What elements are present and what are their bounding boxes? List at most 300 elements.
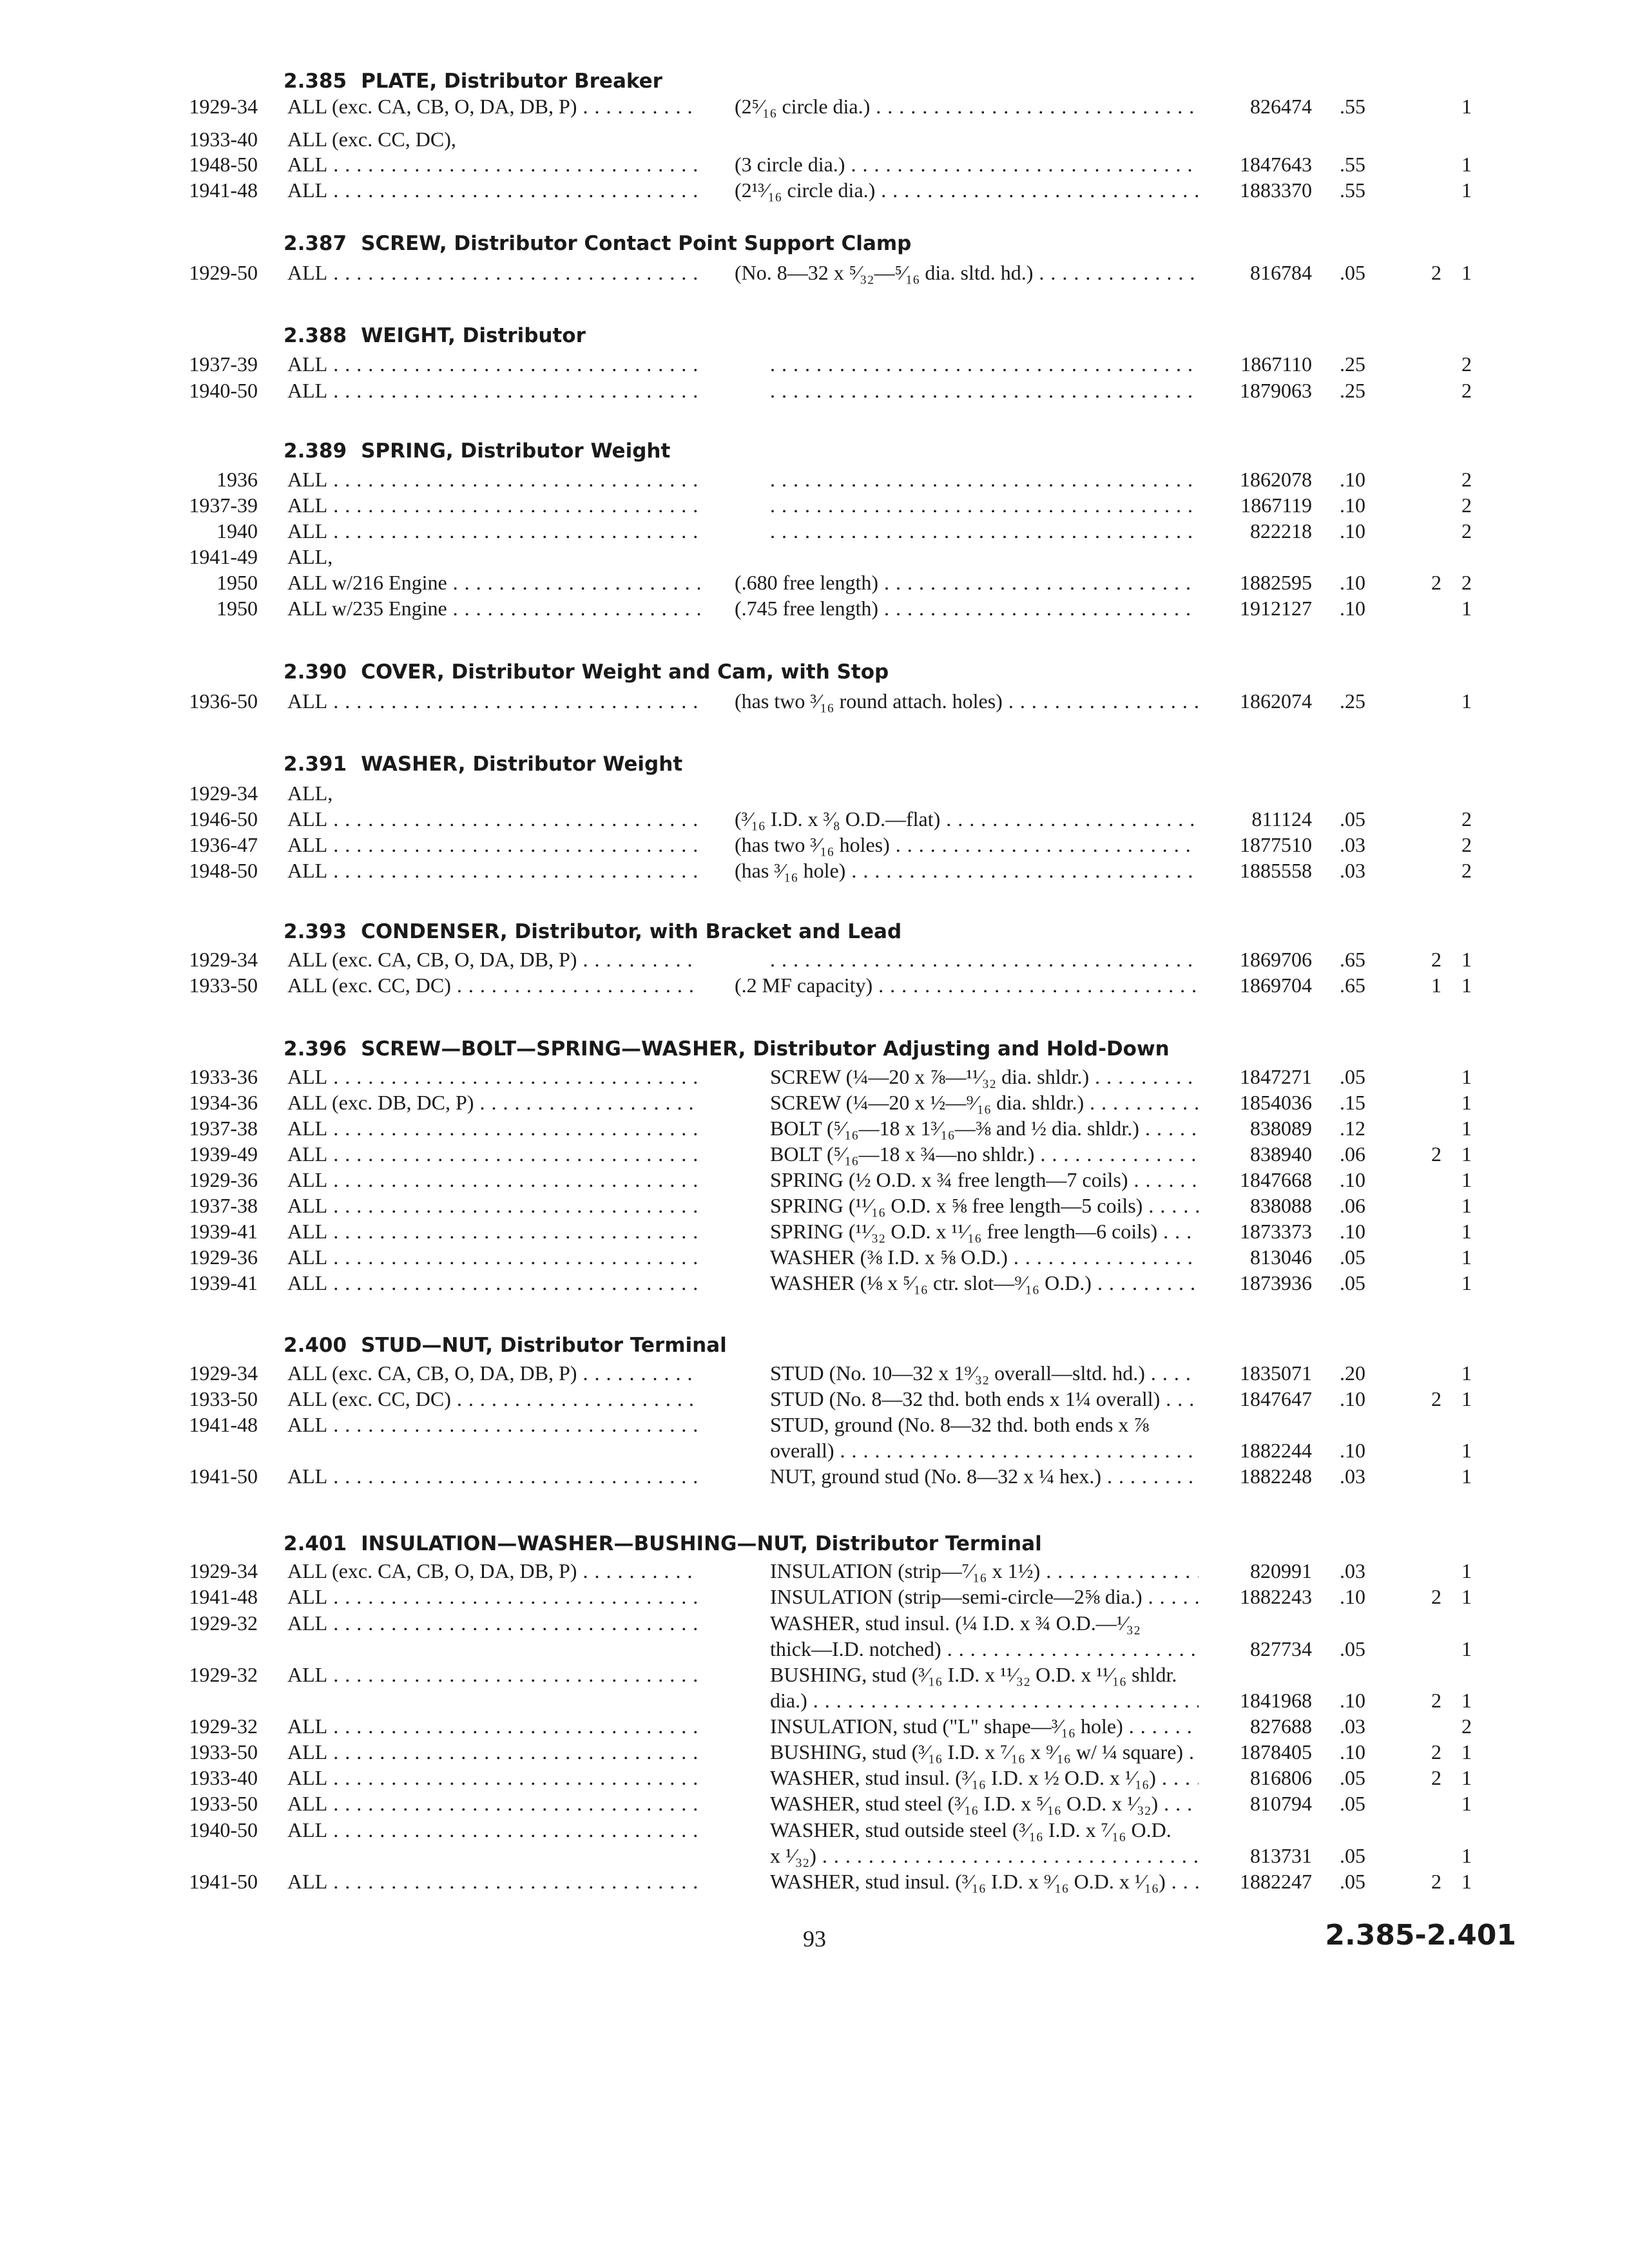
part-number: 1867119 [1240,494,1312,517]
section-heading [284,753,682,776]
section-number: 2.400 [284,1334,347,1357]
model-years: 1948-50 [189,153,258,176]
list-price: .10 [1340,1387,1365,1410]
quantity-b: 1 [1461,1142,1472,1166]
part-number: 1862074 [1240,689,1312,713]
list-price: .10 [1340,571,1365,594]
application: ALL . . . [287,1141,700,1167]
model-years: 1936 [217,468,258,491]
quantity-b: 1 [1461,1387,1472,1410]
list-price: .55 [1340,178,1365,202]
part-number: 827734 [1250,1637,1312,1660]
application: ALL w/235 Engine . . . [287,595,700,621]
description: (No. 8—32 x ⁵⁄₃₂—⁵⁄₁₆ dia. sltd. hd.) . . . [735,260,1199,285]
section-number: 2.387 [284,232,347,255]
quantity-b: 2 [1461,833,1472,856]
description: (has two ³⁄₁₆ holes) . . . [735,832,1199,858]
list-price: .05 [1340,1271,1365,1294]
list-price: .06 [1340,1194,1365,1217]
table-row [0,1064,1629,1090]
description: SCREW (¼—20 x ⅞—¹¹⁄₃₂ dia. shldr.) . . . [770,1064,1199,1090]
application: ALL . . . [287,1765,700,1791]
table-row [0,177,1629,203]
list-price: .10 [1340,1168,1365,1191]
list-price: .10 [1340,597,1365,620]
section-title: SPRING, Distributor Weight [361,439,671,463]
description: (has two ³⁄₁₆ round attach. holes) . . . [735,688,1199,714]
section-heading [284,324,586,347]
model-years: 1929-32 [189,1715,258,1738]
list-price: .12 [1340,1117,1365,1140]
list-price: .06 [1340,1142,1365,1166]
model-years: 1929-36 [189,1168,258,1191]
part-number: 1873936 [1240,1271,1312,1294]
part-number: 1883370 [1240,178,1312,202]
model-years: 1933-50 [189,1740,258,1763]
application: ALL (exc. CA, CB, O, DA, DB, P) . . . [287,93,700,119]
description [770,947,1199,972]
table-row [0,260,1629,285]
application: ALL . . . [287,1218,700,1244]
section-number: 2.390 [284,660,347,684]
application: ALL (exc. CA, CB, O, DA, DB, P) . . . [287,1558,700,1584]
part-number: 1882247 [1240,1870,1312,1893]
application: ALL . . . [287,1167,700,1193]
table-row [0,570,1629,595]
section-title: COVER, Distributor Weight and Cam, with Stop [361,660,889,684]
model-years: 1937-38 [189,1194,258,1217]
model-years: 1929-34 [189,948,258,971]
part-number: 813046 [1250,1245,1312,1269]
quantity-b: 2 [1461,519,1472,543]
description: WASHER, stud outside steel (³⁄₁₆ I.D. x ⁷⁄₁₆ O.D. [770,1818,1171,1841]
description: WASHER (⅜ I.D. x ⅝ O.D.) . . . [770,1244,1199,1270]
table-row [0,1713,1629,1739]
section-number: 2.385 [284,70,347,93]
section-heading [284,232,911,255]
quantity-b: 1 [1461,948,1472,971]
part-number: 1862078 [1240,468,1312,491]
part-number: 1847643 [1240,153,1312,176]
part-number: 1854036 [1240,1091,1312,1114]
table-row [0,1090,1629,1115]
table-row [0,1141,1629,1167]
quantity-b: 1 [1461,689,1472,713]
list-price: .20 [1340,1361,1365,1385]
quantity-a: 2 [1431,948,1441,971]
part-number: 1847271 [1240,1065,1312,1088]
quantity-a: 2 [1431,1689,1441,1712]
model-years: 1936-47 [189,833,258,856]
section-heading [284,1532,1042,1555]
list-price: .25 [1340,379,1365,402]
part-number: 1885558 [1240,859,1312,882]
description: (.2 MF capacity) . . . [735,972,1199,998]
quantity-b: 1 [1461,1271,1472,1294]
application: ALL . . . [287,492,700,518]
part-number: 1847668 [1240,1168,1312,1191]
section-heading [284,70,662,93]
description: BUSHING, stud (³⁄₁₆ I.D. x ¹¹⁄₃₂ O.D. x ¹¹⁄₁₆ shldr. [770,1663,1177,1686]
description: thick—I.D. notched) . . . [770,1636,1199,1662]
table-row [0,466,1629,492]
list-price: .05 [1340,1844,1365,1867]
model-years: 1939-49 [189,1142,258,1166]
part-number: 820991 [1250,1559,1312,1582]
part-number: 1882244 [1240,1439,1312,1462]
description [770,492,1199,518]
table-row [0,972,1629,998]
description [770,466,1199,492]
quantity-b: 1 [1461,1689,1472,1712]
table-row [0,1765,1629,1791]
description: (has ³⁄₁₆ hole) . . . [735,858,1199,883]
model-years: 1939-41 [189,1271,258,1294]
description: WASHER (⅛ x ⁵⁄₁₆ ctr. slot—⁹⁄₁₆ O.D.) . . . [770,1270,1199,1296]
application: ALL . . . [287,1869,700,1894]
description: STUD, ground (No. 8—32 thd. both ends x ⅞ [770,1413,1150,1436]
model-years: 1933-50 [189,1792,258,1815]
part-number: 811124 [1251,807,1312,831]
list-price: .05 [1340,1065,1365,1088]
section-title: CONDENSER, Distributor, with Bracket and Lead [361,920,902,943]
application: ALL . . . [287,1244,700,1270]
part-number: 1869704 [1240,974,1312,997]
model-years: 1929-34 [189,95,258,118]
table-row [0,780,1629,806]
part-number: 810794 [1250,1792,1312,1815]
table-row [0,351,1629,377]
quantity-b: 1 [1461,1168,1472,1191]
list-price: .65 [1340,948,1365,971]
part-number: 1882595 [1240,571,1312,594]
quantity-b: 1 [1461,1361,1472,1385]
application: ALL . . . [287,177,700,203]
table-row [0,1412,1629,1437]
part-number: 1878405 [1240,1740,1312,1763]
description: x ¹⁄₃₂) . . . [770,1843,1199,1869]
quantity-b: 2 [1461,571,1472,594]
table-row [0,1360,1629,1386]
list-price: .05 [1340,1766,1365,1789]
quantity-b: 2 [1461,1715,1472,1738]
quantity-b: 1 [1461,1194,1472,1217]
list-price: .05 [1340,1245,1365,1269]
part-number: 1841968 [1240,1689,1312,1712]
description: SPRING (¹¹⁄₁₆ O.D. x ⅝ free length—5 coils) . . . [770,1193,1199,1218]
description: overall) . . . [770,1437,1199,1463]
application: ALL . . . [287,151,700,177]
model-years: 1929-34 [189,782,258,805]
table-row [0,1167,1629,1193]
quantity-a: 2 [1431,1870,1441,1893]
section-number: 2.396 [284,1037,347,1061]
model-years: 1933-50 [189,974,258,997]
quantity-b: 1 [1461,974,1472,997]
quantity-b: 1 [1461,1585,1472,1608]
list-price: .65 [1340,974,1365,997]
application: ALL . . . [287,466,700,492]
application: ALL . . . [287,858,700,883]
description [770,518,1199,544]
description: STUD (No. 8—32 thd. both ends x 1¼ overall) . . . [770,1386,1199,1412]
list-price: .03 [1340,1715,1365,1738]
application: ALL . . . [287,1817,700,1843]
model-years: 1940-50 [189,379,258,402]
quantity-b: 1 [1461,1245,1472,1269]
application: ALL (exc. CA, CB, O, DA, DB, P) . . . [287,947,700,972]
description: (2⁵⁄₁₆ circle dia.) . . . [735,93,1199,119]
model-years: 1941-50 [189,1870,258,1893]
part-number: 827688 [1250,1715,1312,1738]
list-price: .10 [1340,1740,1365,1763]
description: SPRING (½ O.D. x ¾ free length—7 coils) . . . [770,1167,1199,1193]
application: ALL (exc. CC, DC) . . . [287,1386,700,1412]
description: STUD (No. 10—32 x 1⁹⁄₃₂ overall—sltd. hd.) . . . [770,1360,1199,1386]
quantity-b: 1 [1461,261,1472,284]
section-title: PLATE, Distributor Breaker [361,70,662,93]
table-row [0,1610,1629,1636]
table-row [0,1869,1629,1894]
list-price: .10 [1340,1439,1365,1462]
description: INSULATION (strip—⁷⁄₁₆ x 1½) . . . [770,1558,1199,1584]
part-number: 1879063 [1240,379,1312,402]
quantity-b: 2 [1461,352,1472,376]
application: ALL . . . [287,1739,700,1765]
section-heading [284,1334,727,1357]
page-number: 93 [803,1926,826,1952]
list-price: .05 [1340,261,1365,284]
application: ALL . . . [287,1412,700,1437]
part-number: 1882248 [1240,1465,1312,1488]
model-years: 1929-34 [189,1559,258,1582]
model-years: 1940-50 [189,1818,258,1841]
quantity-a: 1 [1431,974,1441,997]
table-row [0,806,1629,832]
model-years: 1937-39 [189,494,258,517]
application: ALL . . . [287,1193,700,1218]
list-price: .05 [1340,807,1365,831]
model-years: 1939-41 [189,1220,258,1243]
model-years: 1941-48 [189,1413,258,1436]
description [770,351,1199,377]
part-number: 838940 [1250,1142,1312,1166]
list-price: .25 [1340,689,1365,713]
table-row [0,1437,1629,1463]
application: ALL (exc. CC, DC) . . . [287,972,700,998]
section-number: 2.391 [284,753,347,776]
quantity-a: 2 [1431,1585,1441,1608]
section-title: INSULATION—WASHER—BUSHING—NUT, Distributor Terminal [361,1532,1042,1555]
table-row [0,1386,1629,1412]
model-years: 1941-50 [189,1465,258,1488]
part-number: 813731 [1250,1844,1312,1867]
table-row [0,688,1629,714]
quantity-b: 1 [1461,1117,1472,1140]
quantity-b: 1 [1461,1792,1472,1815]
list-price: .10 [1340,1689,1365,1712]
table-row [0,492,1629,518]
section-title: WASHER, Distributor Weight [361,753,683,776]
table-row [0,518,1629,544]
quantity-a: 2 [1431,1766,1441,1789]
list-price: .55 [1340,153,1365,176]
application: ALL . . . [287,1115,700,1141]
model-years: 1948-50 [189,859,258,882]
application: ALL w/216 Engine . . . [287,570,700,595]
part-number: 816784 [1250,261,1312,284]
description: INSULATION, stud ("L" shape—³⁄₁₆ hole) . . . [770,1713,1199,1739]
quantity-b: 1 [1461,1065,1472,1088]
list-price: .03 [1340,833,1365,856]
description: BOLT (⁵⁄₁₆—18 x ¾—no shldr.) . . . [770,1141,1199,1167]
quantity-b: 1 [1461,1766,1472,1789]
part-number: 826474 [1250,95,1312,118]
model-years: 1933-36 [189,1065,258,1088]
description: (.680 free length) . . . [735,570,1199,595]
description: WASHER, stud insul. (¼ I.D. x ¾ O.D.—¹⁄₃₂ [770,1611,1141,1635]
list-price: .03 [1340,1559,1365,1582]
description: (³⁄₁₆ I.D. x ³⁄₈ O.D.—flat) . . . [735,806,1199,832]
model-years: 1950 [217,571,258,594]
table-row [0,1636,1629,1662]
quantity-b: 2 [1461,494,1472,517]
part-number: 816806 [1250,1766,1312,1789]
list-price: .10 [1340,519,1365,543]
model-years: 1941-48 [189,178,258,202]
table-row [0,832,1629,858]
application: ALL . . . [287,806,700,832]
quantity-b: 1 [1461,1091,1472,1114]
table-row [0,126,1629,152]
application: ALL . . . [287,1791,700,1816]
table-row [0,1687,1629,1713]
quantity-b: 1 [1461,1870,1472,1893]
part-number: 1847647 [1240,1387,1312,1410]
model-years: 1946-50 [189,807,258,831]
table-row [0,93,1629,119]
description: dia.) . . . [770,1687,1199,1713]
model-years: 1936-50 [189,689,258,713]
list-price: .10 [1340,1585,1365,1608]
model-years: 1940 [217,519,258,543]
description: (3 circle dia.) . . . [735,151,1199,177]
quantity-b: 1 [1461,1439,1472,1462]
quantity-a: 2 [1431,1740,1441,1763]
list-price: .03 [1340,859,1365,882]
part-number: 838088 [1250,1194,1312,1217]
model-years: 1937-38 [189,1117,258,1140]
section-number: 2.389 [284,439,347,463]
model-years: 1929-32 [189,1611,258,1635]
section-number: 2.401 [284,1532,347,1555]
model-years: 1941-49 [189,545,258,568]
table-row [0,1244,1629,1270]
description: WASHER, stud steel (³⁄₁₆ I.D. x ⁵⁄₁₆ O.D. x ¹⁄₃₂) . . . [770,1791,1199,1816]
model-years: 1929-50 [189,261,258,284]
application: ALL (exc. CA, CB, O, DA, DB, P) . . . [287,1360,700,1386]
description: WASHER, stud insul. (³⁄₁₆ I.D. x ½ O.D. x ¹⁄₁₆) . . . [770,1765,1199,1791]
application: ALL, [287,545,333,568]
description: SPRING (¹¹⁄₃₂ O.D. x ¹¹⁄₁₆ free length—6 coils) . . . [770,1218,1199,1244]
section-title: WEIGHT, Distributor [361,324,586,347]
description: BOLT (⁵⁄₁₆—18 x 1³⁄₁₆—⅜ and ½ dia. shldr.) . . . [770,1115,1199,1141]
part-number: 1869706 [1240,948,1312,971]
model-years: 1929-32 [189,1663,258,1686]
page-range: 2.385-2.401 [1325,1919,1516,1952]
section-heading [284,439,670,463]
model-years: 1929-36 [189,1245,258,1269]
table-row [0,1115,1629,1141]
table-row [0,1270,1629,1296]
table-row [0,1791,1629,1816]
part-number: 1877510 [1240,833,1312,856]
table-row [0,1739,1629,1765]
table-row [0,1843,1629,1869]
table-row [0,1193,1629,1218]
section-number: 2.393 [284,920,347,943]
description: SCREW (¼—20 x ½—⁹⁄₁₆ dia. shldr.) . . . [770,1090,1199,1115]
application: ALL . . . [287,832,700,858]
quantity-b: 2 [1461,859,1472,882]
quantity-b: 1 [1461,1465,1472,1488]
quantity-b: 1 [1461,1637,1472,1660]
quantity-b: 1 [1461,1559,1472,1582]
quantity-a: 2 [1431,1142,1441,1166]
table-row [0,1584,1629,1610]
quantity-b: 1 [1461,95,1472,118]
quantity-b: 1 [1461,1740,1472,1763]
quantity-b: 1 [1461,178,1472,202]
application: ALL . . . [287,688,700,714]
table-row [0,1662,1629,1687]
quantity-b: 1 [1461,1844,1472,1867]
application: ALL . . . [287,1064,700,1090]
quantity-b: 2 [1461,807,1472,831]
application: ALL . . . [287,1713,700,1739]
application: ALL (exc. DB, DC, P) . . . [287,1090,700,1115]
description: WASHER, stud insul. (³⁄₁₆ I.D. x ⁹⁄₁₆ O.D. x ¹⁄₁₆) . . . [770,1869,1199,1894]
description: (.745 free length) . . . [735,595,1199,621]
table-row [0,1817,1629,1843]
quantity-b: 1 [1461,1220,1472,1243]
section-title: SCREW, Distributor Contact Point Support Clamp [361,232,912,255]
description: NUT, ground stud (No. 8—32 x ¼ hex.) . . . [770,1463,1199,1489]
table-row [0,544,1629,570]
part-number: 1873373 [1240,1220,1312,1243]
quantity-b: 1 [1461,153,1472,176]
model-years: 1929-34 [189,1361,258,1385]
application: ALL . . . [287,1463,700,1489]
list-price: .05 [1340,1870,1365,1893]
application: ALL, [287,782,333,805]
list-price: .25 [1340,352,1365,376]
table-row [0,1463,1629,1489]
table-row [0,1218,1629,1244]
application: ALL . . . [287,378,700,403]
application: ALL . . . [287,1584,700,1610]
table-row [0,1558,1629,1584]
section-heading [284,920,901,943]
model-years: 1941-48 [189,1585,258,1608]
part-number: 838089 [1250,1117,1312,1140]
application: ALL (exc. CC, DC), [287,128,456,151]
quantity-b: 2 [1461,468,1472,491]
part-number: 822218 [1250,519,1312,543]
application: ALL . . . [287,518,700,544]
part-number: 1835071 [1240,1361,1312,1385]
quantity-a: 2 [1431,261,1441,284]
